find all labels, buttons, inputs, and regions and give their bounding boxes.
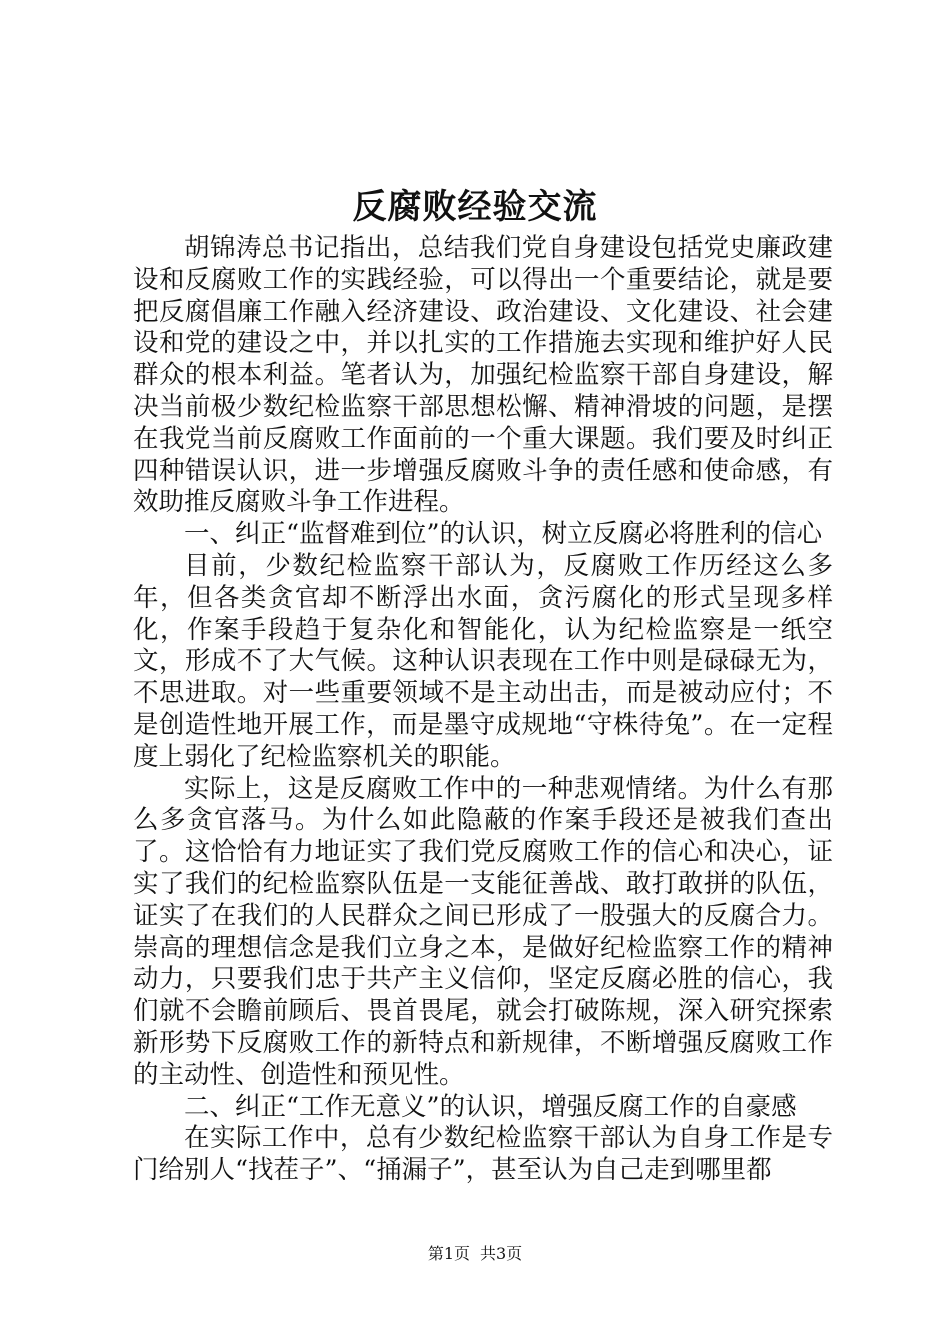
page-number: 第1页	[427, 1244, 470, 1263]
section-heading-2: 二、纠正“工作无意义”的认识，增强反腐工作的自豪感	[184, 1091, 797, 1122]
section-heading-1: 一、纠正“监督难到位”的认识，树立反腐必将胜利的信心	[184, 519, 823, 550]
paragraph-intro: 胡锦涛总书记指出，总结我们党自身建设包括党史廉政建设和反腐败工作的实践经验，可以得出一个重要结论，就是要把反腐倡廉工作融入经济建设、政治建设、文化建设、社会建设和党的建设之中，并以扎实的工作措施去实现和维护好人民群众的根本利益。笔者认为，加强纪检监察干部自身建设，解决当前极少数纪检监察干部思想松懈、精神滑坡的问题，是摆在我党当前反腐败工作面前的一个重大课题。我们要及时纠正四种错误认识，进一步增强反腐败斗争的责任感和使命感，有效助推反腐败斗争工作进程。	[133, 233, 833, 518]
document-title: 反腐败经验交流	[352, 187, 598, 227]
paragraph-section-1-b: 实际上，这是反腐败工作中的一种悲观情绪。为什么有那么多贪官落马。为什么如此隐蔽的作案手段还是被我们查出了。这恰恰有力地证实了我们党反腐败工作的信心和决心，证实了我们的纪检监察队伍是一支能征善战、敢打敢拼的队伍，证实了在我们的人民群众之间已形成了一股强大的反腐合力。崇高的理想信念是我们立身之本，是做好纪检监察工作的精神动力，只要我们忠于共产主义信仰，坚定反腐必胜的信心，我们就不会瞻前顾后、畏首畏尾，就会打破陈规，深入研究探索新形势下反腐败工作的新特点和新规律，不断增强反腐败工作的主动性、创造性和预见性。	[133, 773, 833, 1090]
page-total: 共3页	[480, 1244, 523, 1263]
document-body	[133, 233, 833, 1187]
page-footer	[0, 1242, 950, 1266]
paragraph-section-2-a: 在实际工作中，总有少数纪检监察干部认为自身工作是专门给别人“找茬子”、“捅漏子”，甚至认为自己走到哪里都	[133, 1123, 833, 1186]
paragraph-section-1-a: 目前，少数纪检监察干部认为，反腐败工作历经这么多年，但各类贪官却不断浮出水面，贪污腐化的形式呈现多样化，作案手段趋于复杂化和智能化，认为纪检监察是一纸空文，形成不了大气候。这种认识表现在工作中则是碌碌无为，不思进取。对一些重要领域不是主动出击，而是被动应付；不是创造性地开展工作，而是墨守成规地“守株待兔”。在一定程度上弱化了纪检监察机关的职能。	[133, 550, 833, 772]
